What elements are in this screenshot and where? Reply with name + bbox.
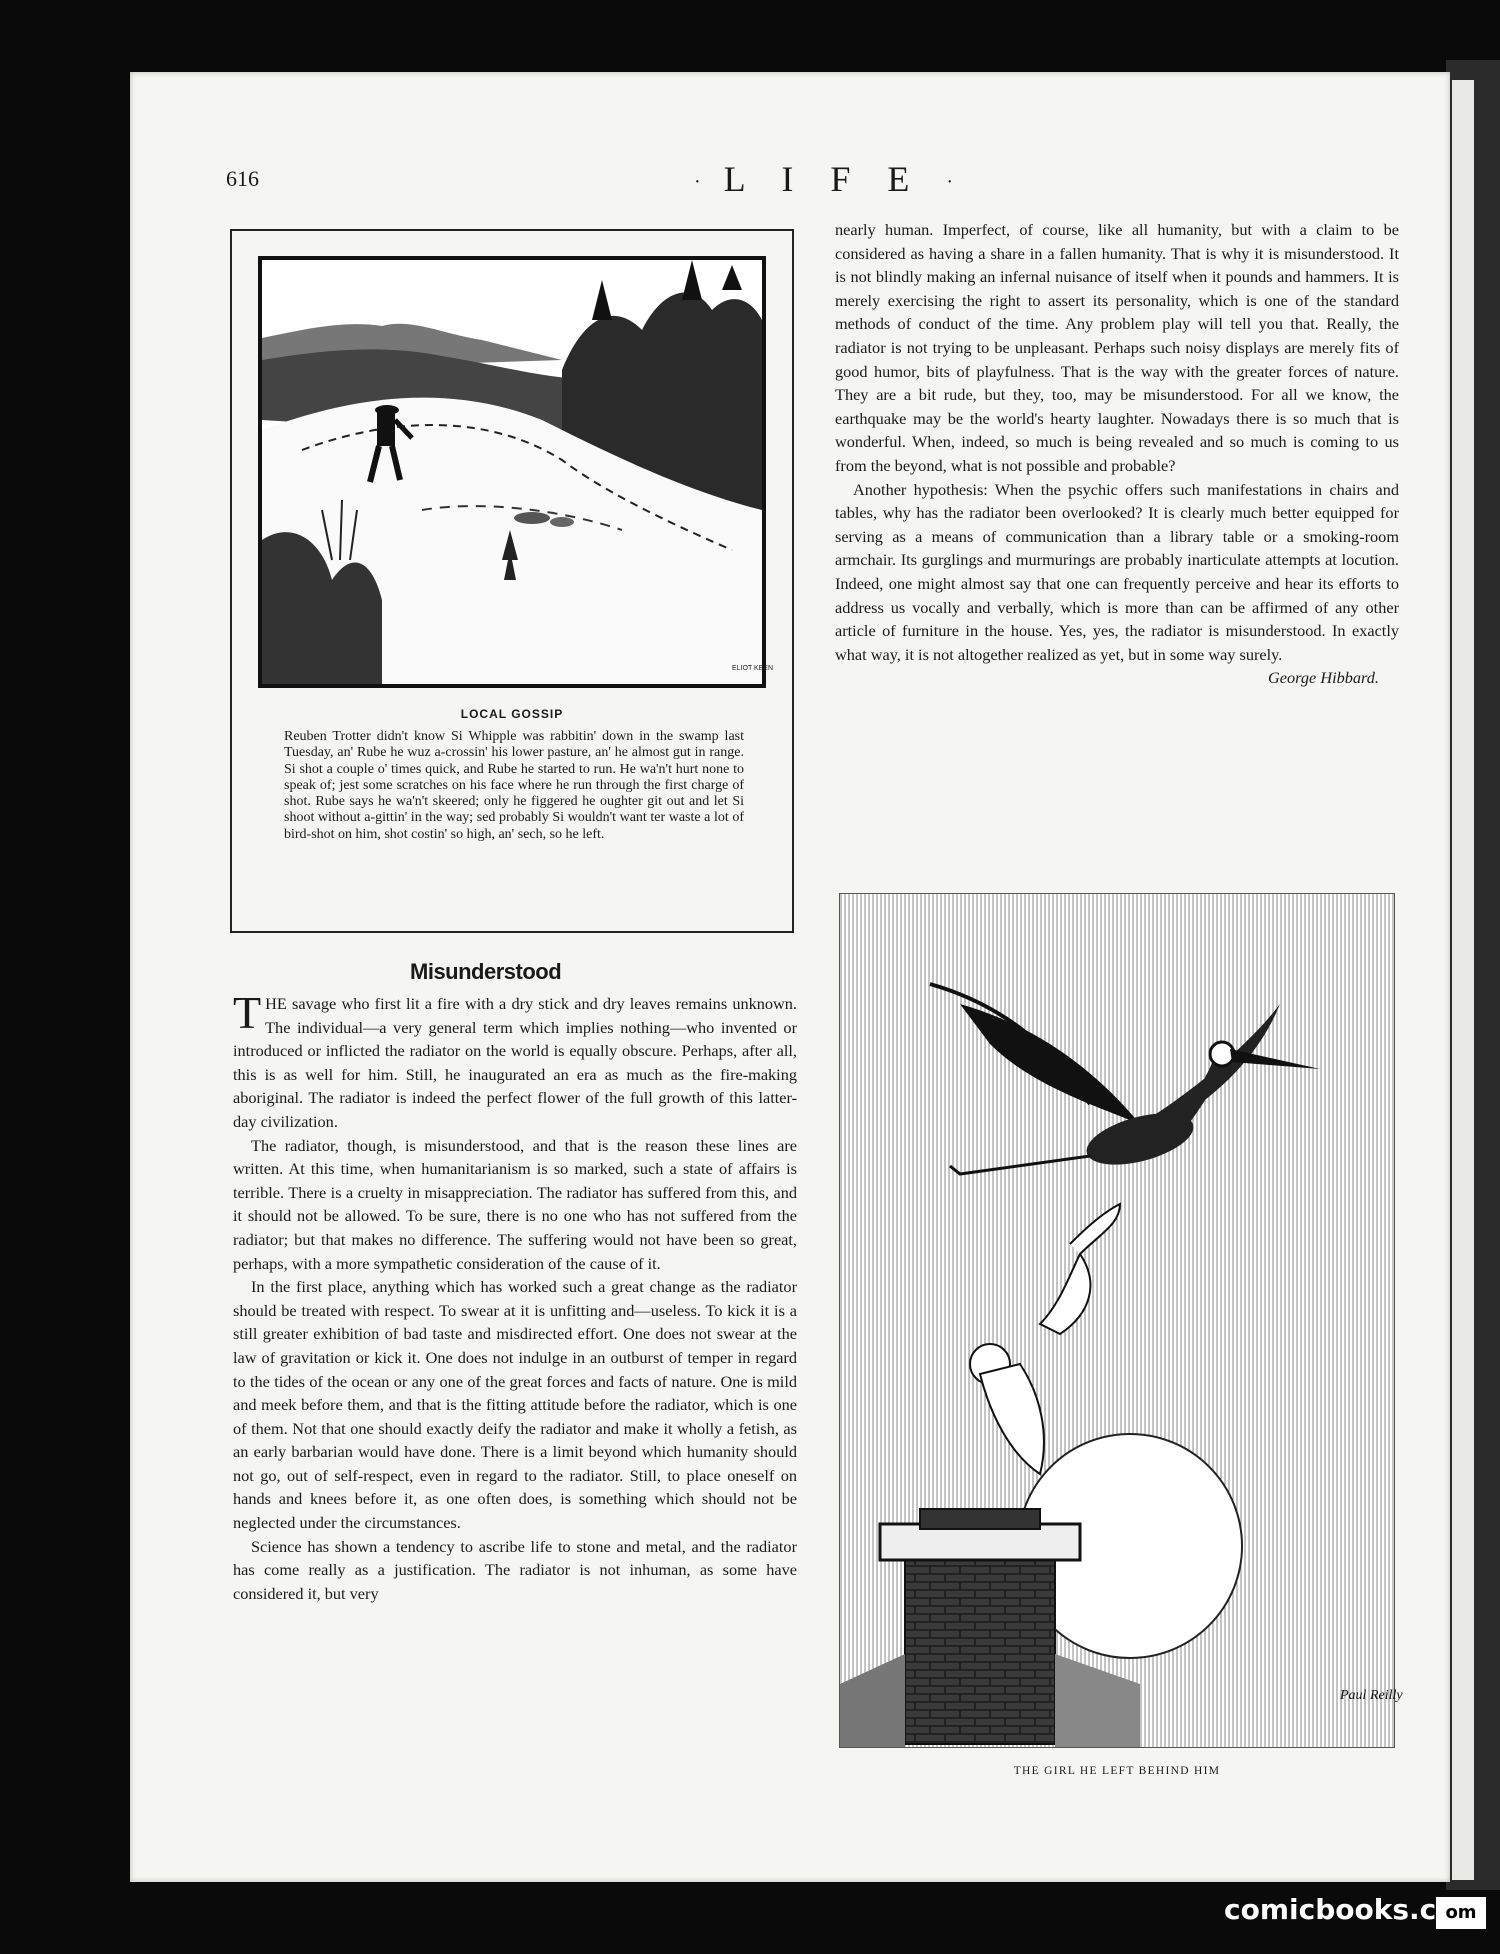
- page-number: 616: [226, 166, 259, 191]
- watermark: [1224, 1893, 1484, 1935]
- article-paragraph-4: Science has shown a tendency to ascribe life to stone and metal, and the radiator has come really as a justification. The radiator is not inhuman, as some have considered it, but very: [233, 1536, 797, 1603]
- article-column-right: [835, 218, 1399, 690]
- article-paragraph-3: In the first place, anything which has worked such a great change as the radiator should be treated with respect. To swear at it is unfitting and—useless. To kick it is a still greater exhibition of bad taste and misdirected effort. One does not swear at the law of gravitation or kick it. One does not indulge in an outburst of temper in regard to the tides of the ocean or any one of the great forces and facts of nature. One is mild and meek before them, and that is the fitting attitude before the radiator, which is one of them. Not that one should exactly deify the radiator and make it wholly a fetish, as an early barbarian would have done. There is a limit beyond which humanity should not go, out of self-respect, even in regard to the radiator. Still, to place oneself on hands and knees before it, as one often does, is something which should not be neglected under the circumstances.: [233, 1277, 797, 1533]
- local-gossip-text: Reuben Trotter didn't know Si Whipple was rabbitin' down in the swamp last Tuesday, an' Rube he wuz a-crossin' his lower pasture, an' he almost gut in range. Si shot a couple o' times quick, and Rube he started to run. He wa'n't hurt none to speak of; jest some scratches on his face where he run through the first charge of shot. Rube says he wa'n't skeered; only he figgered he oughter git out and let Si shoot without a-gittin' in the way; sed probably Si wouldn't want ter waste a lot of bird-shot on him, shot costin' so high, an' sech, so he left.: [284, 729, 744, 842]
- eliot-keen-signature: ELIOT KEEN: [732, 665, 774, 672]
- stork-chimney-illustration: [839, 893, 1403, 1748]
- article-paragraph-5: nearly human. Imperfect, of course, like all humanity, but with a claim to be considered as having a share in a fallen humanity. That is why it is misunderstood. It is not blindly making an infernal nuisance of itself when it pounds and hammers. It is merely exercising the right to assert its personality, which is one of the standard methods of conduct of the time. Any problem play will tell you that. Really, the radiator is not trying to be unpleasant. Perhaps such noisy displays are merely fits of good humor, bits of playfulness. That is the way with the greater forces of nature. They are a bit rude, but they, too, may be misunderstood. For all we know, the earthquake may be the world's hearty laughter. Nowadays there is so much that is wonderful. When, indeed, so much is being revealed and so much is coming to us from the beyond, what is not possible and probable?: [835, 220, 1399, 475]
- winter-landscape-illustration: [258, 256, 774, 688]
- illustration-caption: THE GIRL HE LEFT BEHIND HIM: [1013, 1765, 1221, 1777]
- article-paragraph-2: The radiator, though, is misunderstood, and that is the reason these lines are written. At this time, when humanitarianism is so marked, such a state of affairs is terrible. There is a cruelty in misappreciation. The radiator has suffered from this, and it should not be allowed. To be sure, there is no one who has not suffered from the radiator; but that makes no difference. The suffering would not have been so great, perhaps, with a more sympathetic consideration of the cause of it.: [233, 1135, 797, 1273]
- drop-cap: T: [233, 987, 262, 1038]
- facing-page-strip: [1452, 80, 1474, 1880]
- article-title: Misunderstood: [410, 959, 562, 984]
- watermark-tail: om: [1436, 1897, 1486, 1929]
- local-gossip-title: LOCAL GOSSIP: [460, 707, 564, 721]
- paul-reilly-signature: Paul Reilly: [1340, 1688, 1403, 1703]
- author-signature: George Hibbard.: [1268, 668, 1379, 688]
- local-gossip-box: [230, 229, 794, 933]
- article-column-left: [233, 987, 797, 1605]
- masthead-title: L I F E: [723, 159, 924, 199]
- article-paragraph-1-text: HE savage who first lit a fire with a dry stick and dry leaves remains unknown. The individual—a very general term which implies nothing—who invented or introduced or inflicted the radiator on the world is equally obscure. Perhaps, after all, this is as well for him. Still, he inaugurated an era as much as the fire-making aboriginal. The radiator is indeed the perfect flower of the full growth of this latter-day civilization.: [233, 994, 797, 1131]
- article-paragraph-6: Another hypothesis: When the psychic offers such manifestations in chairs and tables, why has the radiator been overlooked? It is clearly much better equipped for serving as a means of communication than a library table or a smoking-room armchair. Its gurglings and murmurings are probably inarticulate attempts at locution. Indeed, one might almost say that one can frequently perceive and hear its efforts to address us vocally and verbally, which is more than can be affirmed of any other article of furniture in the house. Yes, yes, the radiator is misunderstood. In exactly what way, it is not altogether realized as yet, but in some way surely.: [835, 479, 1399, 664]
- masthead: · L I F E ·: [694, 159, 953, 199]
- article-paragraph-1: [233, 987, 797, 1134]
- watermark-text: comicbooks.c: [1224, 1893, 1437, 1926]
